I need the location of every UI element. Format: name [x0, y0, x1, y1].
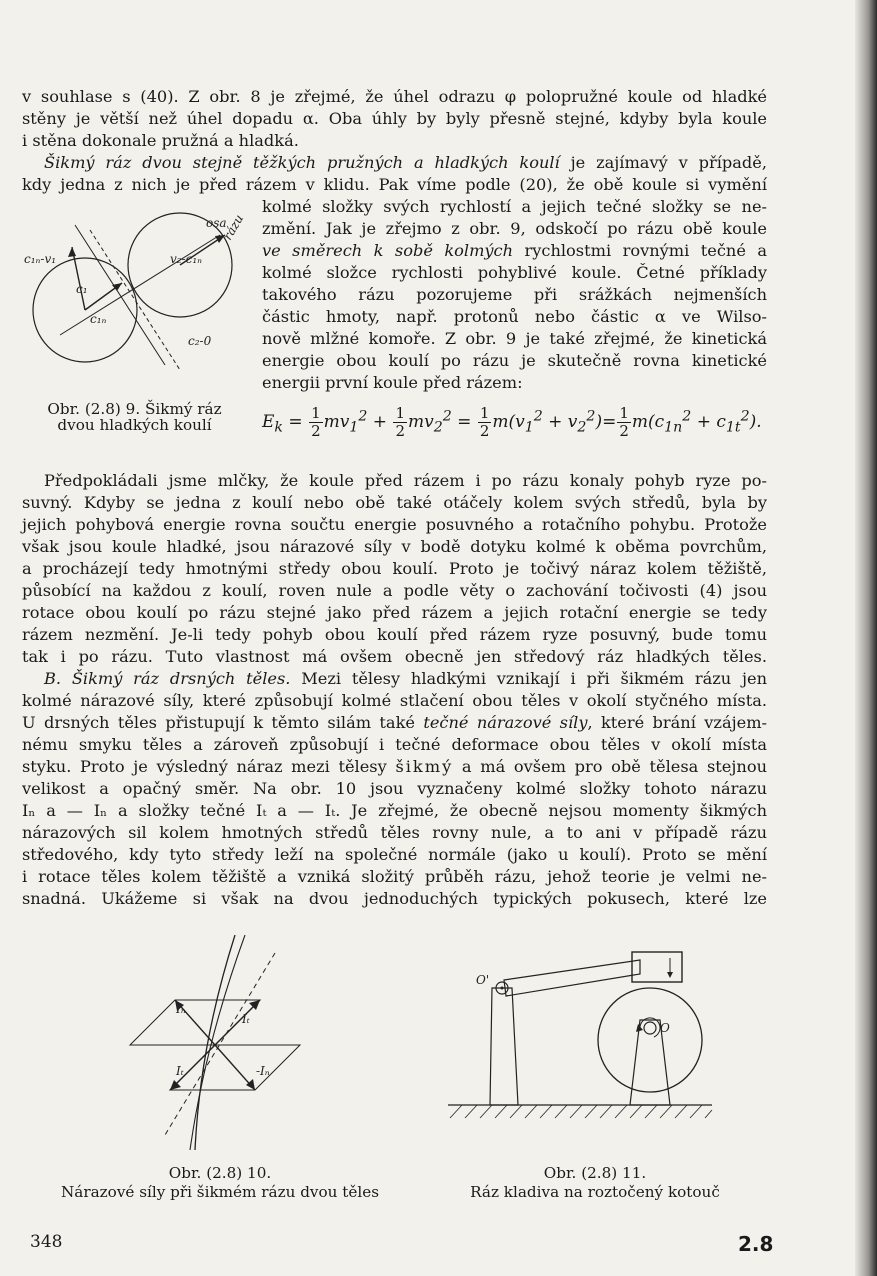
text-line: kolmé složce rychlosti pohyblivé koule. Četné příklady: [262, 263, 767, 282]
text-line: částic hmoty, např. protonů nebo částic α ve Wilso-: [262, 307, 767, 326]
figure-9-caption-line2: dvou hladkých koulí: [57, 416, 212, 434]
label-O: O: [660, 1021, 670, 1035]
axle-O: [644, 1022, 656, 1034]
label-It2: Iₜ: [176, 1064, 184, 1078]
text-line: Šikmý ráz dvou stejně těžkých pružných a hladkých koulí je zajímavý v případě,: [44, 153, 768, 172]
text-line: takového rázu pozorujeme při srážkách nejmenších: [262, 285, 767, 304]
text-line: však jsou koule hladké, jsou nárazové síly v bodě dotyku kolmé k oběma povrchům,: [22, 537, 767, 556]
label-minus-In: -Iₙ: [256, 1064, 270, 1078]
figure-10-caption-line1: Obr. (2.8) 10.: [168, 1164, 272, 1182]
text-line: působící na každou z koulí, roven nule a podle věty o zachování točivosti (4) jsou: [22, 581, 767, 600]
figure-9-caption-line1: Obr. (2.8) 9. Šikmý ráz: [47, 400, 222, 418]
label-c2: c₂-0: [188, 334, 212, 348]
text-line: středového, kdy tyto středy leží na společné normále (jako u koulí). Proto se mění: [22, 845, 767, 864]
text-line: B. Šikmý ráz drsných těles. Mezi tělesy hladkými vznikají i při šikmém rázu jen: [44, 669, 768, 688]
label-razu: rázu: [220, 212, 247, 243]
label-osa: osa: [206, 216, 227, 230]
label-In: Iₙ: [176, 1002, 186, 1016]
text-line: a procházejí tedy hmotnými středy obou koulí. Proto je točivý náraz kolem těžiště,: [22, 559, 767, 578]
label-v2-c1n: v₂-c₁ₙ: [170, 252, 203, 266]
hammer-post: [490, 988, 518, 1105]
emphasis: tečné nárazové síly: [423, 713, 588, 732]
figure-11-caption-line1: Obr. (2.8) 11.: [543, 1164, 647, 1182]
text-line: nově mlžné komoře. Z obr. 9 je také zřejmé, že kinetická: [262, 329, 767, 348]
page-edge-shadow: [855, 0, 877, 1276]
text-line: změní. Jak je zřejmo z obr. 9, odskočí po rázu obě koule: [262, 219, 767, 238]
label-O-prime: O': [476, 973, 490, 987]
text-line: kolmé nárazové síly, které způsobují kolmé stlačení obou těles v okolí styčného místa.: [22, 691, 767, 710]
label-c1: c₁: [76, 282, 88, 296]
dashed-normal: [165, 953, 275, 1135]
emphasis: ve směrech k sobě kolmých: [262, 241, 514, 260]
section-heading: Šikmý ráz dvou stejně těžkých pružných a hladkých koulí: [44, 153, 560, 172]
text-line: i rotace těles kolem těžiště a vzniká složitý průběh rázu, jehož teorie je velmi ne-: [22, 867, 767, 886]
tangent-line: [75, 225, 165, 365]
label-c1n-v1: c₁ₙ-v₁: [24, 252, 57, 266]
figure-10-caption-line2: Nárazové síly při šikmém rázu dvou těles: [61, 1183, 379, 1201]
kinetic-energy-formula: $E_k$ = $\frac{1}{2}$ $mv_1^2$ + $\frac{1}{2}$ $mv_2^2$ = $\frac{1}{2}$ $m(v_1^2 + v_2^2)=$ $\frac{1}{2}$ $m(c_{1n}^2 + c_{1t}^2)$.: [262, 404, 762, 440]
figure-9-diagram: [20, 205, 260, 385]
spaced-emphasis: šikmý: [395, 757, 454, 776]
text-line: U drsných těles přistupují k těmto silám také tečné nárazové síly, které brání vzájem-: [22, 713, 768, 732]
label-It: Iₜ: [242, 1012, 250, 1026]
text-line: nárazových sil kolem hmotných středů těles rovny nule, a to ani v případě rázu: [22, 823, 767, 842]
text-line: nému smyku těles a zároveň způsobují i tečné deformace obou těles v okolí místa: [22, 735, 767, 754]
text-line: energii první koule před rázem:: [262, 373, 523, 392]
text-line: ve směrech k sobě kolmých rychlostmi rovnými tečné a: [262, 241, 767, 260]
text-line: v souhlase s (40). Z obr. 8 je zřejmé, že úhel odrazu φ polopružné koule od hladké: [22, 87, 767, 106]
text-line: rázem nezmění. Je-li tedy pohyb obou koulí před rázem ryze posuvný, bude tomu: [22, 625, 767, 644]
section-number: 2.8: [738, 1232, 774, 1256]
section-heading: B. Šikmý ráz drsných těles.: [44, 669, 291, 688]
text-line: snadná. Ukážeme si však na dvou jednoduchých typických pokusech, které lze: [22, 889, 767, 908]
dashed-line: [90, 230, 180, 370]
text-line: Předpokládali jsme mlčky, že koule před rázem i po rázu konaly pohyb ryze po-: [44, 471, 767, 490]
text-line: velikost a opačný směr. Na obr. 10 jsou vyznačeny kolmé složky tohoto nárazu: [22, 779, 767, 798]
body-1-surface: [195, 935, 235, 1150]
hammer-arm: [504, 960, 640, 996]
figure-11-diagram: [440, 940, 725, 1135]
text-line: stěny je větší než úhel dopadu α. Oba úhly by byly přesně stejné, kdyby byla koule: [22, 109, 767, 128]
label-c1n: c₁ₙ: [90, 312, 107, 326]
page-number: 348: [30, 1232, 63, 1252]
rotating-disk: [598, 988, 702, 1092]
ground-hatching: [448, 1105, 712, 1118]
text-line: jejich pohybová energie rovna součtu energie posuvného a rotačního pohybu. Protože: [22, 515, 767, 534]
figure-10-diagram: [110, 935, 330, 1150]
text-line: styku. Proto je výsledný náraz mezi tělesy šikmý a má ovšem pro obě tělesa stejnou: [22, 757, 768, 776]
text-line: tak i po rázu. Tuto vlastnost má ovšem obecně jen středový ráz hladkých těles.: [22, 647, 767, 666]
figure-11-caption-line2: Ráz kladiva na roztočený kotouč: [470, 1183, 720, 1201]
text-line: kolmé složky svých rychlostí a jejich tečné složky se ne-: [262, 197, 767, 216]
text-line: suvný. Kdyby se jedna z koulí nebo obě také otáčely kolem svých středů, byla by: [22, 493, 767, 512]
text-line: Iₙ a — Iₙ a složky tečné Iₜ a — Iₜ. Je zřejmé, že obecně nejsou momenty šikmých: [22, 801, 767, 820]
text-line: rotace obou koulí po rázu stejné jako před rázem a jejich rotační energie se tedy: [22, 603, 767, 622]
text-line: energie obou koulí po rázu je skutečně rovna kinetické: [262, 351, 767, 370]
text-line: kdy jedna z nich je před rázem v klidu. Pak víme podle (20), že obě koule si vymění: [22, 175, 767, 194]
velocity-c1-arrow: [72, 247, 85, 310]
text-line: i stěna dokonale pružná a hladká.: [22, 131, 299, 150]
